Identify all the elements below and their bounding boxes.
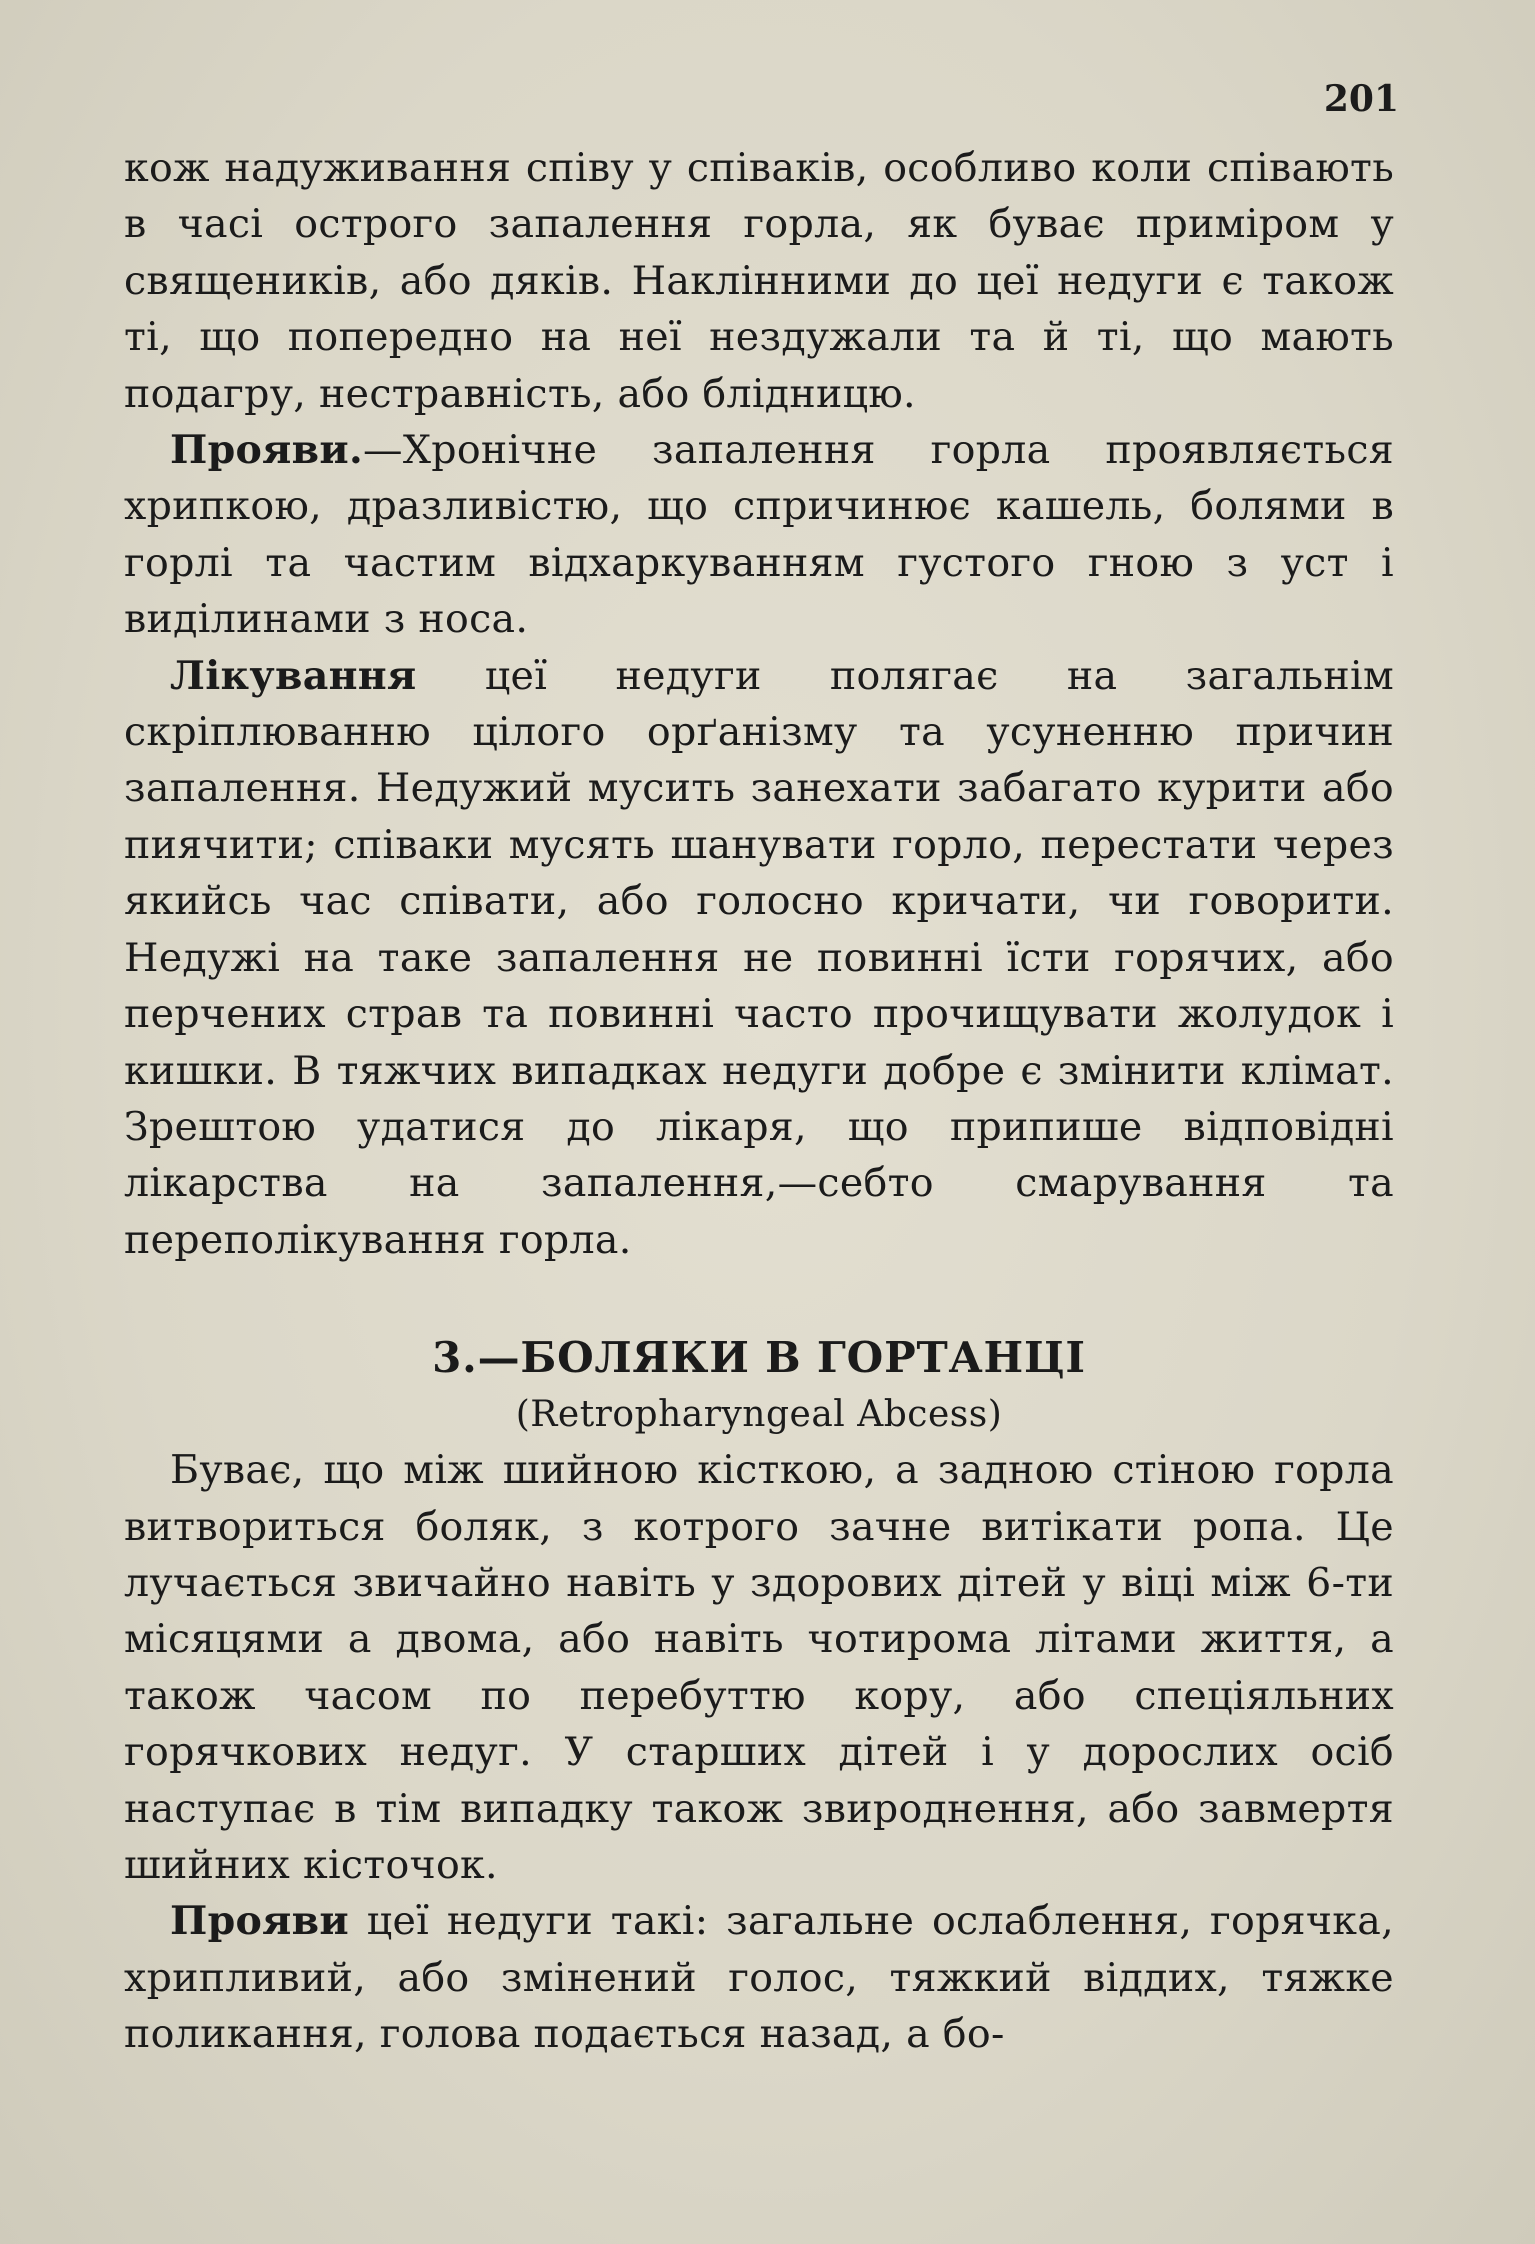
- section-subheading: (Retropharyngeal Abcess): [515, 1394, 1003, 1436]
- section-heading: 3.—БОЛЯКИ В ГОРТАНЦІ: [432, 1333, 1086, 1383]
- paragraph-continuation: [124, 140, 1394, 422]
- paragraph-text: цеї недуги такі: загальне ослаблення, горячка, хрипливий, або змінений голос, тяжкий віддих, тяжке поликання, голова подається назад, а бо-: [124, 1898, 1394, 2058]
- paragraph-treatment: [124, 648, 1394, 1268]
- paragraph-description: [124, 1442, 1394, 1893]
- text-block: [124, 140, 1394, 2063]
- paragraph-symptoms-2: [124, 1893, 1394, 2062]
- paragraph-lead: Лікування: [170, 652, 417, 699]
- paragraph-text: —Хронічне запалення горла проявляється хрипкою, дразливістю, що спричинює кашель, болями в горлі та частим відхаркуванням густого гною з уст і виділинами з носа.: [124, 427, 1394, 643]
- paragraph-text: Буває, що між шийною кісткою, а задною стіною горла витвориться боляк, з котрого зачне витікати ропа. Це лучається звичайно навіть у здорових дітей у віці між 6-ти місяцями а двома, або навіть чотирома літами життя, а також часом по перебуттю кору, або спеціяльних горячкових недуг. У старших дітей і у дорослих осіб наступає в тім випадку також звироднення, або завмертя шийних кісточок.: [124, 1447, 1394, 1888]
- paragraph-lead: Прояви.: [170, 427, 364, 474]
- paragraph-text: кож надуживання співу у співаків, особливо коли співають в часі острого запалення горла, як буває приміром у священиків, або дяків. Наклінними до цеї недуги є також ті, що попередно на неї нездужали та й ті, що мають подагру, нестравність, або блідницю.: [124, 145, 1394, 417]
- paragraph-text: цеї недуги полягає на загальнім скріплюванню цілого орґанізму та усуненню причин запалення. Недужий мусить занехати забагато курити або пиячити; співаки мусять шанувати горло, перестати через якийсь час співати, або голосно кричати, чи говорити. Недужі на таке запалення не повинні їсти горячих, або перчених страв та повинні часто прочищувати жолудок і кишки. В тяжчих випадках недуги добре є змінити клімат. Зрештою удатися до лікаря, що припише відповідні лікарства на запалення,—себто смарування та переполікування горла.: [124, 652, 1394, 1263]
- page-number: 201: [1323, 78, 1399, 120]
- paragraph-lead: Прояви: [170, 1898, 349, 1945]
- paragraph-symptoms: [124, 422, 1394, 648]
